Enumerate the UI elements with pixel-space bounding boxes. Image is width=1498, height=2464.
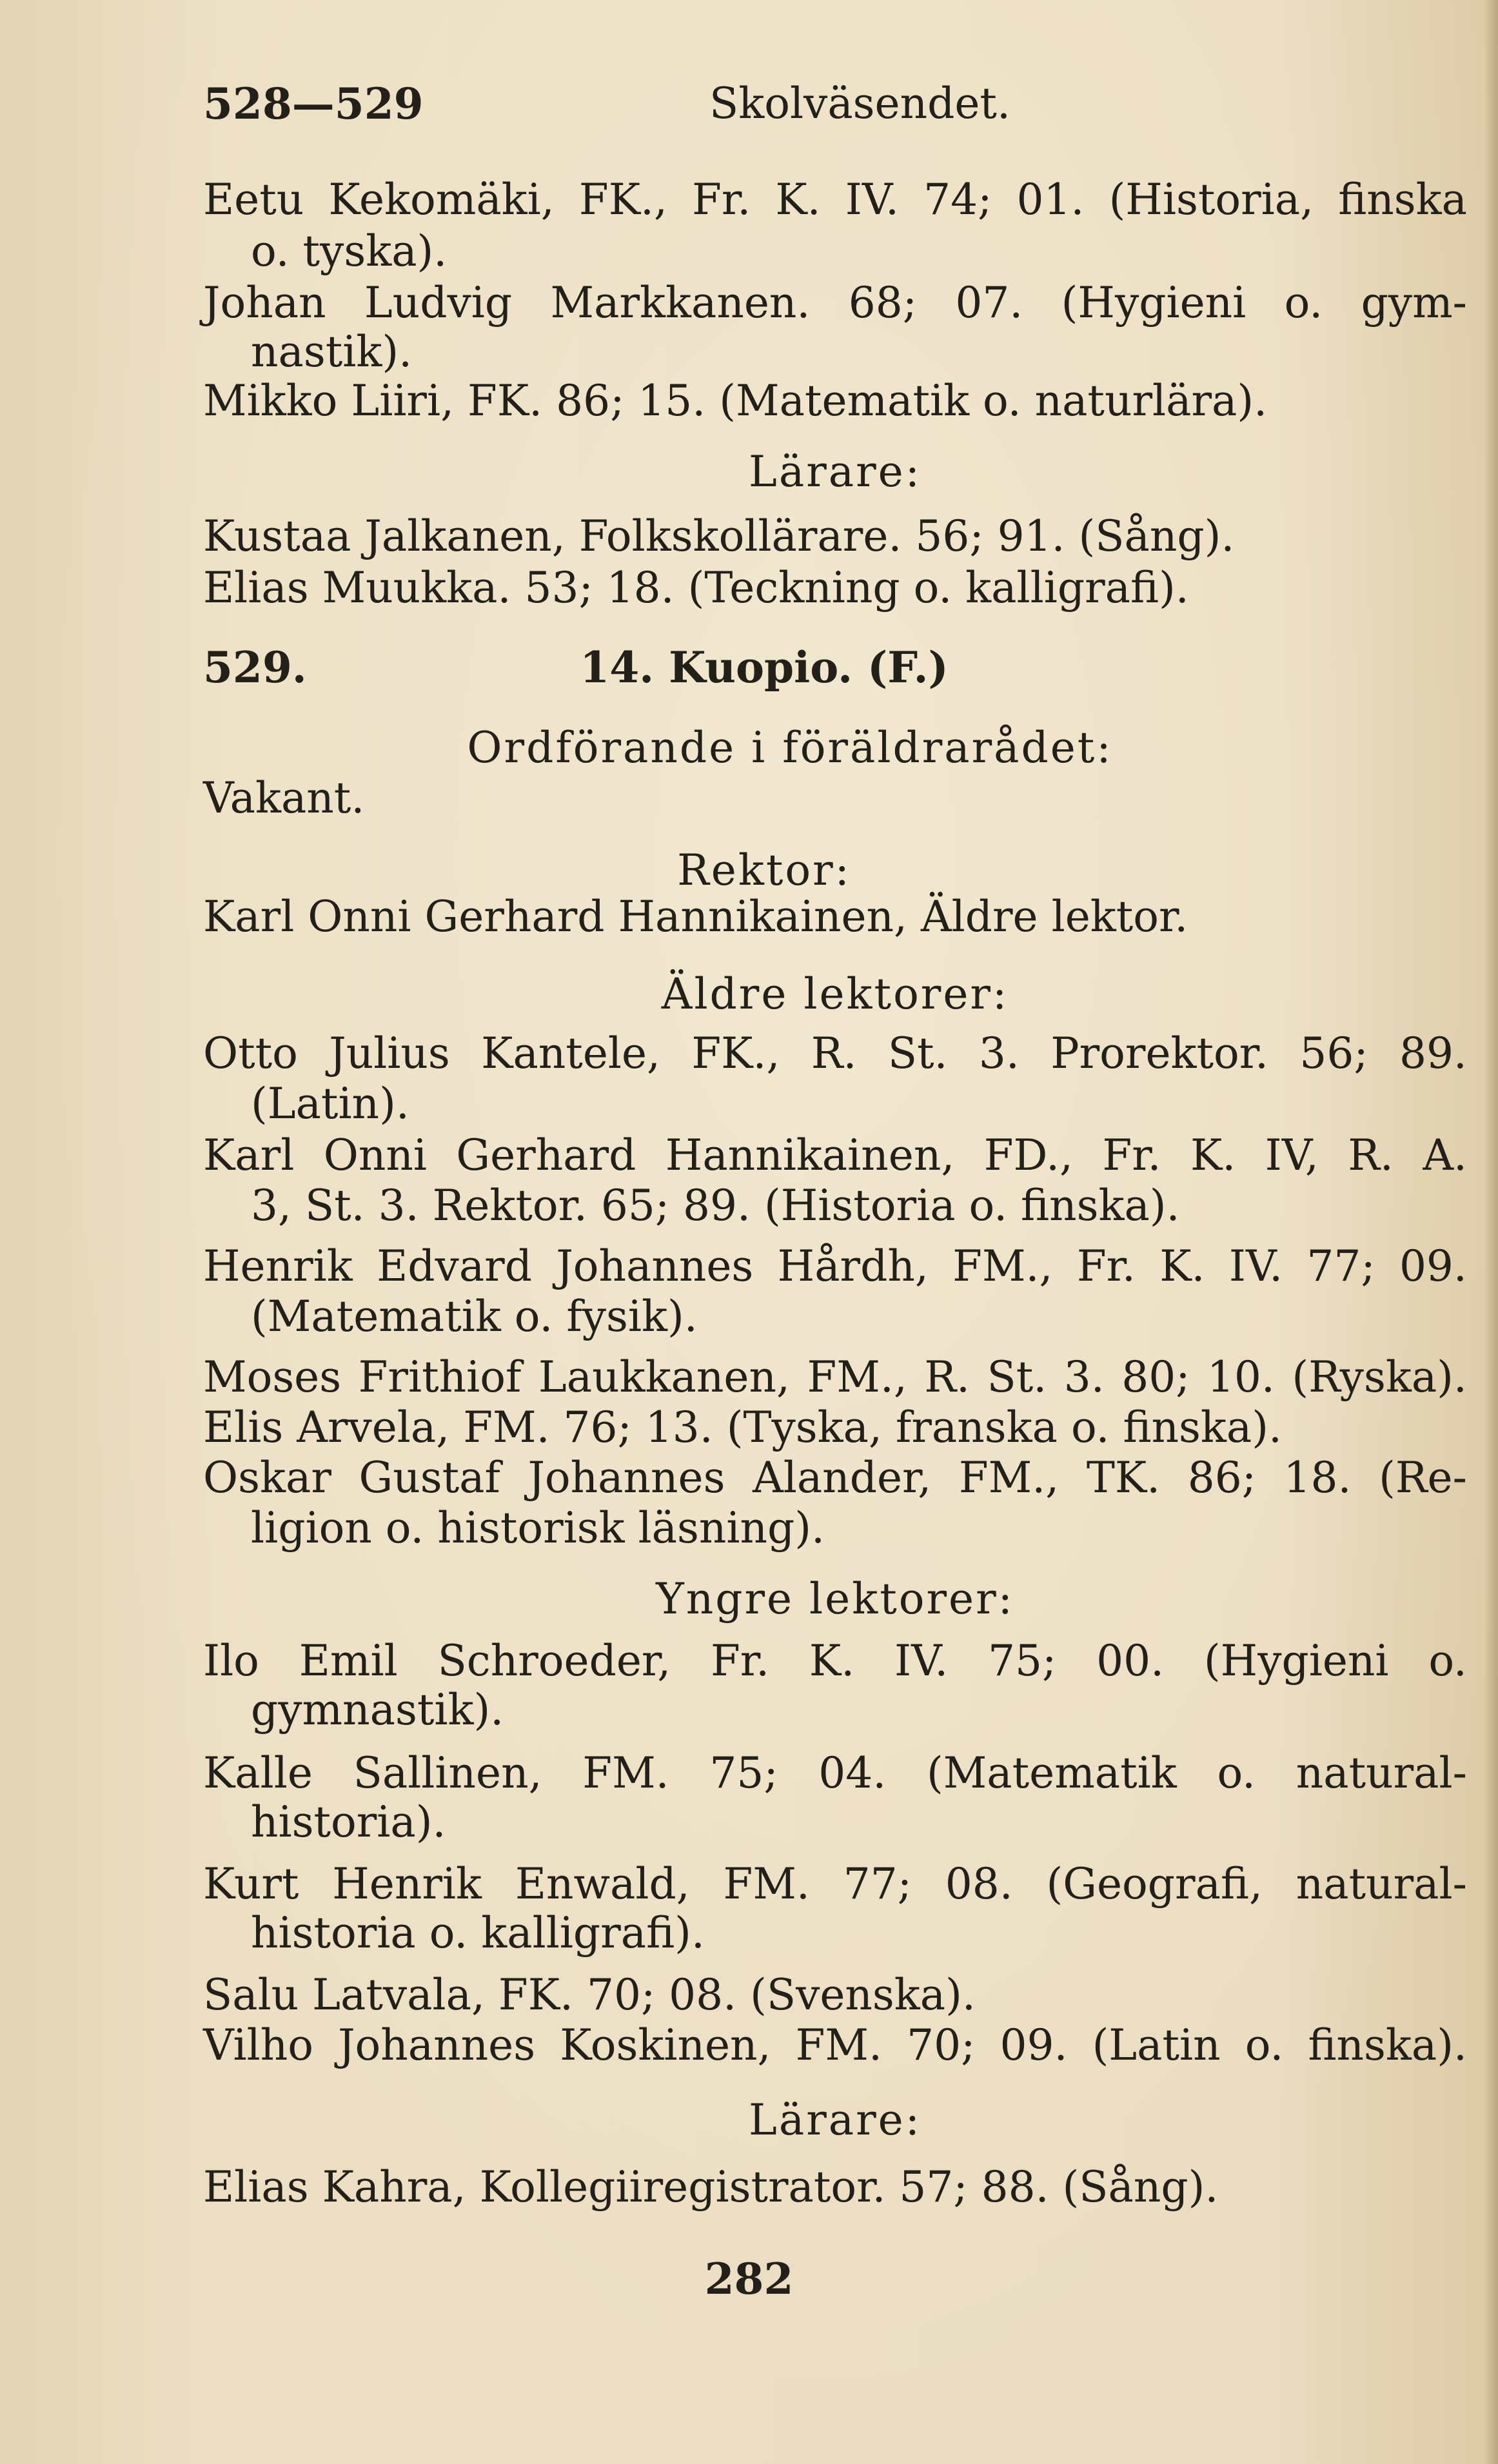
word: R. [924, 1352, 970, 1402]
text-line: gymnastik). [251, 1685, 504, 1735]
word: Kekomäki, [328, 175, 555, 224]
word: St. [887, 1029, 948, 1078]
word: A. [1423, 1130, 1467, 1180]
word: Julius [329, 1029, 450, 1078]
school-heading: 14. Kuopio. (F.) [580, 642, 949, 693]
text-line: nastik). [251, 327, 413, 377]
word: finska [1338, 175, 1467, 224]
word: Fr. [1076, 1241, 1136, 1291]
word: Otto [203, 1029, 298, 1078]
word: 74; [923, 175, 992, 224]
word: 09. [1000, 2020, 1068, 2070]
word: gym- [1361, 278, 1467, 328]
word: Ludvig [364, 278, 513, 328]
word: 70; [907, 2020, 976, 2070]
word: 86; [1187, 1453, 1256, 1503]
entry-number: 529. [203, 642, 307, 693]
word: FM. [795, 2020, 882, 2070]
text-line: Elias Muukka. 53; 18. (Teckning o. kalligrafi). [203, 563, 1189, 613]
word: K. [1159, 1241, 1205, 1291]
word: FM., [807, 1352, 907, 1402]
text-line: Kustaa Jalkanen, Folkskollärare. 56; 91. (Sång). [203, 511, 1235, 561]
word: Johannes [527, 1453, 725, 1503]
word: 89. [1399, 1029, 1467, 1078]
word: FK., [691, 1029, 780, 1078]
section-heading: Äldre lektorer: [661, 969, 1009, 1019]
word: Oskar [203, 1453, 331, 1503]
word: IV. [845, 175, 899, 224]
text-line [203, 277, 1467, 329]
word: Vilho [203, 2020, 313, 2070]
text-line: ligion o. historisk läsning). [251, 1503, 825, 1553]
word: Hårdh, [777, 1241, 929, 1291]
word: 08. [945, 1859, 1013, 1909]
word: 80; [1121, 1352, 1190, 1402]
section-heading: Rektor: [677, 845, 851, 895]
word: IV. [1228, 1241, 1283, 1291]
word: o. [1284, 278, 1323, 328]
word: Kantele, [481, 1029, 661, 1078]
page-edge-shadow [1484, 0, 1498, 2464]
word: o. [1428, 1636, 1467, 1686]
word: Edvard [377, 1241, 532, 1291]
running-title: Skolväsendet. [709, 79, 1010, 128]
page-range-header: 528—529 [203, 79, 424, 129]
word: Prorektor. [1050, 1029, 1269, 1078]
text-line: historia o. kalligrafi). [251, 1908, 705, 1958]
word: Eetu [203, 175, 304, 224]
word: Kurt [203, 1859, 299, 1909]
text-line [203, 1241, 1467, 1292]
word: Johannes [338, 2020, 536, 2070]
text-line [203, 1028, 1467, 1079]
text-line: Karl Onni Gerhard Hannikainen, Äldre lektor. [203, 892, 1188, 941]
word: (Hygieni [1203, 1636, 1389, 1686]
word: FD., [983, 1130, 1074, 1180]
text-line: Elis Arvela, FM. 76; 13. (Tyska, franska o. finska). [203, 1403, 1282, 1452]
word: 3. [1063, 1352, 1105, 1402]
word: Laukkanen, [538, 1352, 790, 1402]
word: Sallinen, [353, 1748, 542, 1798]
text-line: (Latin). [251, 1079, 409, 1129]
word: Frithiof [358, 1352, 522, 1402]
text-line [203, 1130, 1467, 1181]
word: Kalle [203, 1748, 313, 1798]
section-heading: Yngre lektorer: [656, 1574, 1014, 1624]
word: K. [809, 1636, 855, 1686]
text-line [203, 1858, 1467, 1910]
word: FM. [582, 1748, 669, 1798]
text-line: Vakant. [203, 773, 365, 823]
word: (Ryska). [1292, 1352, 1467, 1402]
word: 07. [955, 278, 1023, 328]
word: St. [987, 1352, 1047, 1402]
word: R. [1348, 1130, 1394, 1180]
word: Karl [203, 1130, 295, 1180]
word: Markkanen. [550, 278, 811, 328]
word: 75; [709, 1748, 778, 1798]
word: IV. [894, 1636, 949, 1686]
section-heading: Lärare: [749, 2095, 921, 2145]
word: 3. [978, 1029, 1020, 1078]
word: (Matematik [926, 1748, 1177, 1798]
text-line: 3, St. 3. Rektor. 65; 89. (Historia o. finska). [251, 1181, 1180, 1230]
word: Fr. [1102, 1130, 1161, 1180]
word: FK., [578, 175, 667, 224]
word: 18. [1283, 1453, 1352, 1503]
word: Fr. [711, 1636, 770, 1686]
word: Gerhard [456, 1130, 636, 1180]
word: R. [811, 1029, 857, 1078]
text-line [203, 1352, 1467, 1403]
word: 77; [843, 1859, 912, 1909]
word: finska). [1308, 2020, 1467, 2070]
text-line: historia). [251, 1797, 446, 1847]
word: FM., [952, 1241, 1053, 1291]
text-line: Elias Kahra, Kollegiiregistrator. 57; 88. (Sång). [203, 2162, 1219, 2212]
word: o. [1217, 1748, 1256, 1798]
word: Fr. [692, 175, 751, 224]
section-heading: Lärare: [749, 447, 921, 497]
word: Ilo [203, 1636, 259, 1686]
word: 68; [848, 278, 917, 328]
text-line [203, 1452, 1467, 1504]
word: natural- [1296, 1859, 1467, 1909]
word: (Latin [1092, 2020, 1221, 2070]
text-line [203, 1748, 1467, 1799]
word: o. [1245, 2020, 1284, 2070]
word: (Hygieni [1061, 278, 1247, 328]
word: 04. [818, 1748, 887, 1798]
word: Koskinen, [560, 2020, 771, 2070]
word: Henrik [203, 1241, 353, 1291]
text-line [203, 174, 1467, 226]
section-heading: Ordförande i föräldrarådet: [467, 723, 1113, 773]
word: TK. [1086, 1453, 1161, 1503]
word: Emil [299, 1636, 398, 1686]
word: Henrik [332, 1859, 482, 1909]
word: IV, [1265, 1130, 1319, 1180]
word: Gustaf [359, 1453, 500, 1503]
word: 09. [1399, 1241, 1467, 1291]
word: (Re- [1379, 1453, 1467, 1503]
text-line [203, 2020, 1467, 2071]
word: Alander, [753, 1453, 932, 1503]
text-line: Mikko Liiri, FK. 86; 15. (Matematik o. naturlära). [203, 376, 1268, 426]
word: Schroeder, [437, 1636, 671, 1686]
text-line: o. tyska). [251, 226, 448, 276]
word: Enwald, [515, 1859, 690, 1909]
text-line: (Matematik o. fysik). [251, 1292, 698, 1341]
text-line [203, 1635, 1467, 1687]
word: (Historia, [1109, 175, 1314, 224]
word: 75; [988, 1636, 1057, 1686]
word: K. [1190, 1130, 1236, 1180]
page-number: 282 [704, 2254, 794, 2304]
text-line: Salu Latvala, FK. 70; 08. (Svenska). [203, 1970, 976, 2020]
word: (Geografi, [1046, 1859, 1263, 1909]
word: K. [775, 175, 821, 224]
word: Johan [203, 278, 326, 328]
word: 56; [1299, 1029, 1368, 1078]
word: 10. [1207, 1352, 1275, 1402]
word: 01. [1016, 175, 1085, 224]
word: FM. [723, 1859, 810, 1909]
word: 00. [1096, 1636, 1165, 1686]
word: FM., [958, 1453, 1059, 1503]
word: Johannes [556, 1241, 754, 1291]
word: Hannikainen, [665, 1130, 955, 1180]
word: 77; [1306, 1241, 1375, 1291]
word: natural- [1296, 1748, 1467, 1798]
word: Moses [203, 1352, 342, 1402]
word: Onni [323, 1130, 427, 1180]
